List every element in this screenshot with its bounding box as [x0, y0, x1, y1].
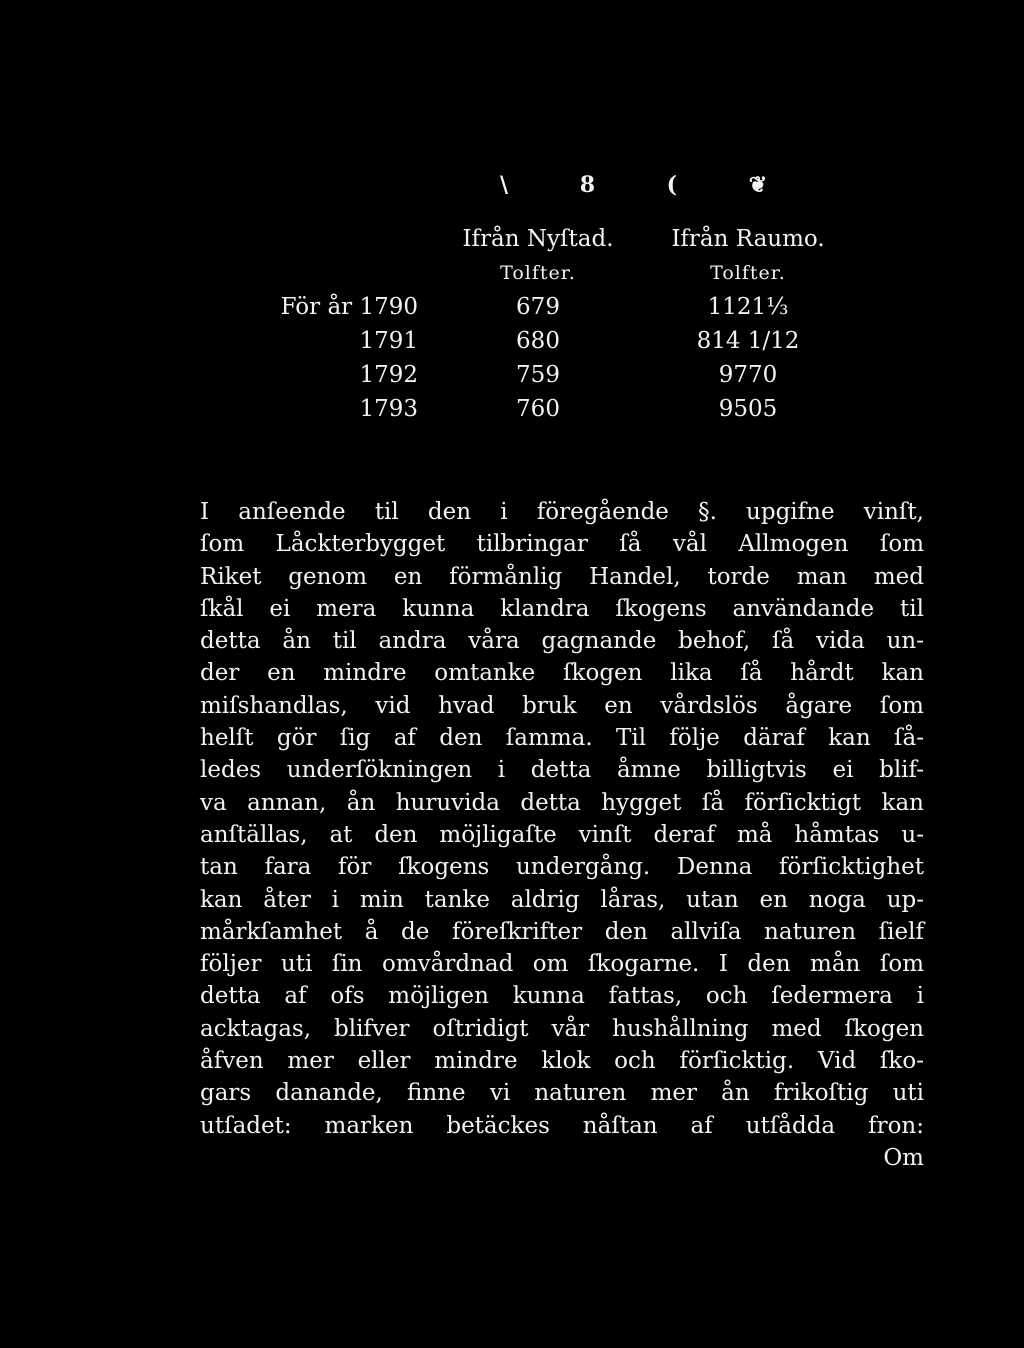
- table-cell: 9770: [718, 362, 778, 388]
- text-line: acktagas, blifver oſtridigt vår hushållning med ſkogen: [200, 1015, 924, 1042]
- text-line: mårkſamhet å de föreſkrifter den allviſa naturen ſielf: [200, 918, 924, 945]
- table-header-cell: [248, 222, 426, 256]
- text-line: ſom Låckterbygget tilbringar ſå vål Allmogen ſom: [200, 531, 924, 558]
- table-cell: 1791: [359, 328, 418, 354]
- running-head: \ 8 ( ❦: [500, 172, 800, 198]
- table-unit-cell: Tolfter.: [500, 262, 576, 284]
- table-row: [248, 358, 846, 392]
- table-cell: 1793: [359, 396, 418, 422]
- table-cell: 679: [516, 294, 560, 320]
- table-unit-cell: Tolfter.: [710, 262, 786, 284]
- table-header-row: [248, 222, 846, 256]
- text-line: anſtällas, at den möjligaſte vinſt deraf må håmtas u-: [200, 821, 924, 848]
- table-header-cell: Ifrån Raumo.: [671, 226, 825, 252]
- table-cell: För år 1790: [280, 294, 418, 320]
- text-line: der en mindre omtanke ſkogen lika ſå hårdt kan: [200, 660, 924, 687]
- table-cell: 680: [516, 328, 560, 354]
- text-line: ledes underſökningen i detta åmne billigtvis ei blif-: [200, 757, 924, 784]
- table-cell: 1792: [359, 362, 418, 388]
- table-cell: 1121⅓: [707, 294, 789, 320]
- text-line: I anſeende til den i föregående §. upgifne vinſt,: [200, 499, 924, 525]
- text-line: utſadet: marken betäckes nåſtan af utſådda fron:: [200, 1112, 924, 1139]
- text-line: Riket genom en förmånlig Handel, torde man med: [200, 563, 924, 590]
- table-row: [248, 290, 846, 324]
- text-line: åfven mer eller mindre klok och förſicktig. Vid ſko-: [200, 1048, 924, 1075]
- text-line: detta ån til andra våra gagnande behof, ſå vida un-: [200, 628, 924, 655]
- text-line: ſkål ei mera kunna klandra ſkogens användande til: [200, 595, 924, 622]
- table-unit-row: [248, 256, 846, 290]
- table-cell: 760: [516, 396, 560, 422]
- text-line: gars danande, finne vi naturen mer ån frikoſtig uti: [200, 1080, 924, 1107]
- text-line: tan fara för ſkogens undergång. Denna förſicktighet: [200, 854, 924, 881]
- text-line: följer uti ſin omvårdnad om ſkogarne. I den mån ſom: [200, 951, 924, 978]
- table-cell: 814 1/12: [696, 328, 800, 354]
- body-paragraph: [200, 496, 924, 1174]
- toll-table: [248, 222, 846, 426]
- table-cell: 9505: [718, 396, 778, 422]
- table-row: [248, 392, 846, 426]
- table-header-cell: Ifrån Nyſtad.: [462, 226, 614, 252]
- text-line: kan åter i min tanke aldrig låras, utan en noga up-: [200, 886, 924, 913]
- text-line: miſshandlas, vid hvad bruk en vårdslös ågare ſom: [200, 692, 924, 719]
- text-line: detta af ofs möjligen kunna fattas, och ſedermera i: [200, 983, 924, 1010]
- catchword: Om: [883, 1144, 924, 1171]
- text-line: va annan, ån huruvida detta hygget ſå förſicktigt kan: [200, 789, 924, 816]
- table-row: [248, 324, 846, 358]
- text-line: helſt gör ſig af den ſamma. Til följe däraf kan ſå-: [200, 725, 924, 752]
- table-unit-cell: [248, 256, 426, 290]
- table-cell: 759: [516, 362, 560, 388]
